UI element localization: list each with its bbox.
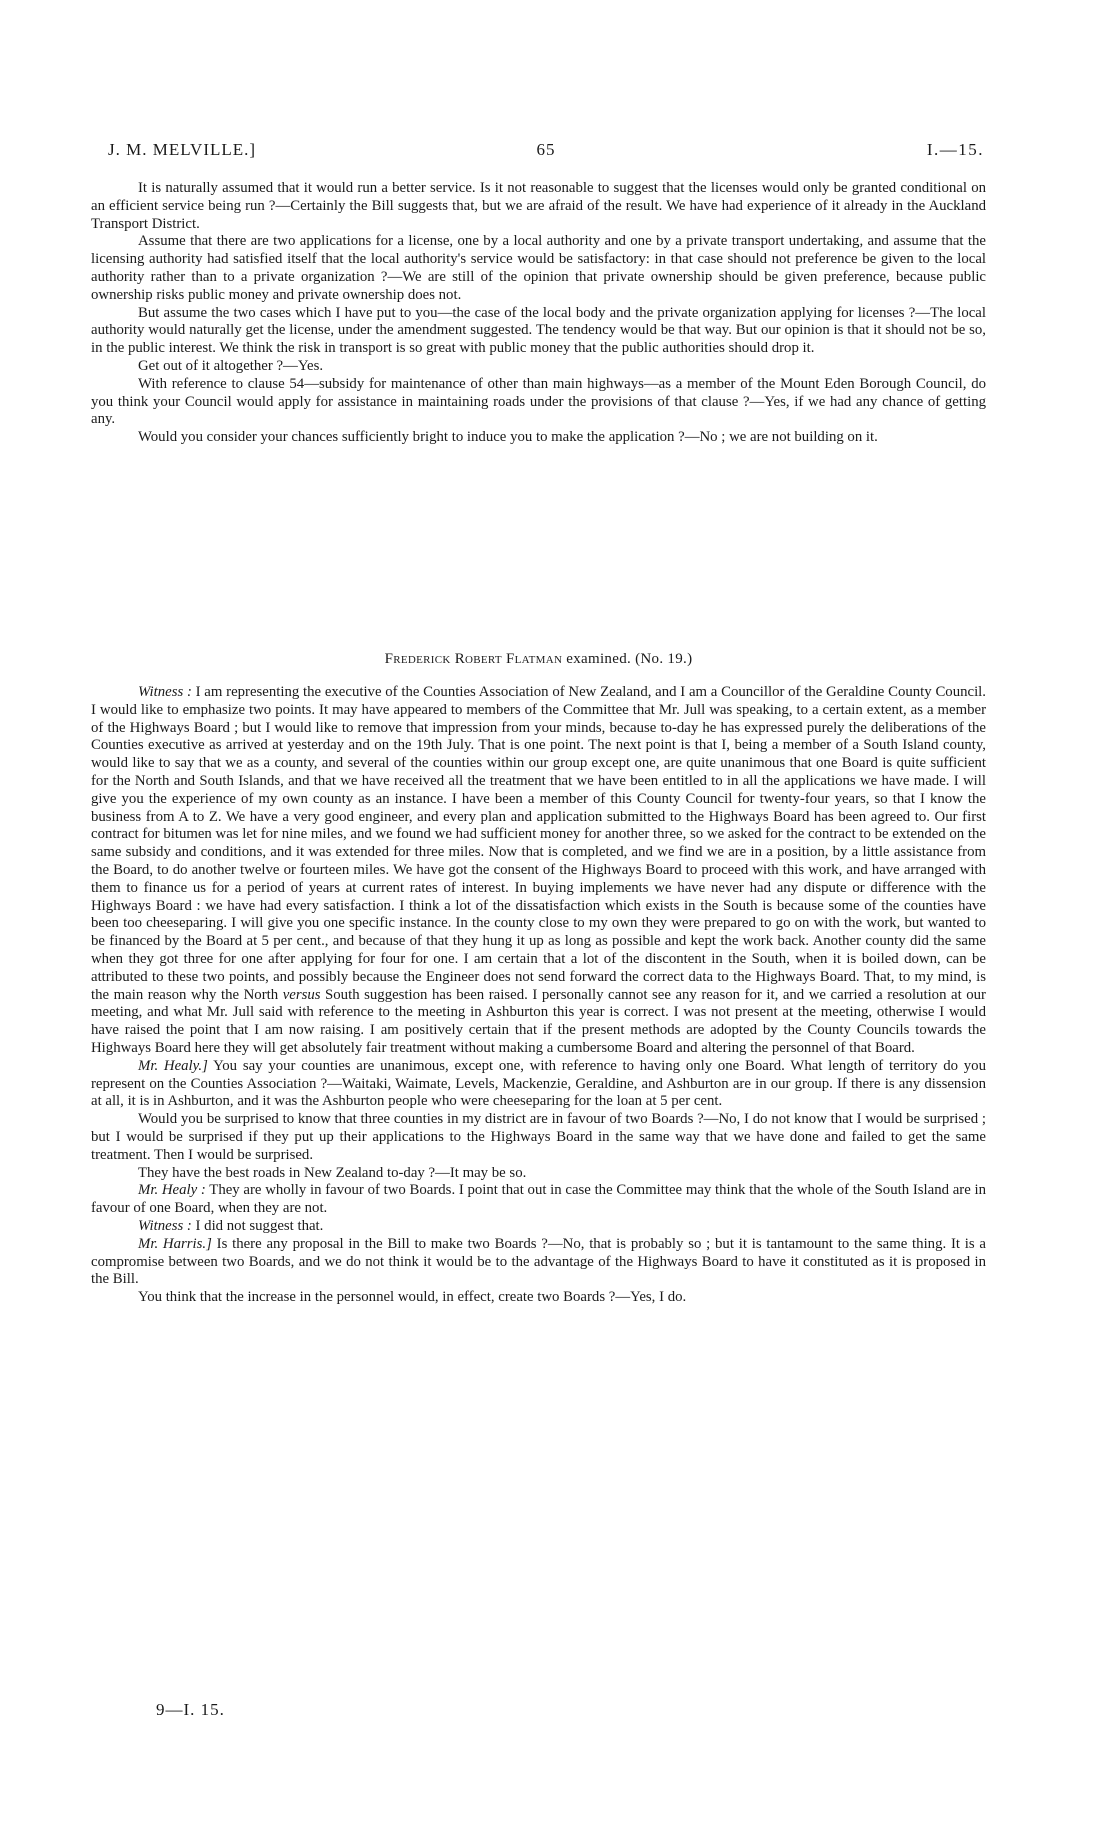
paragraph: But assume the two cases which I have put to you—the case of the local body and the private organization applying for licenses ?—The local authority would naturally get the license, under the amendment suggested. The tendency would be that way. But our opinion is that it should not be so, in the public interest. We think the risk in transport is so great with public money that the public authorities should drop it. (91, 304, 986, 357)
paragraph: It is naturally assumed that it would run a better service. Is it not reasonable to suggest that the licenses would only be granted conditional on an efficient service being run ?—Certainly the Bill suggests that, but we are afraid of the result. We have had experience of it already in the Auckland Transport District. (91, 180, 986, 232)
paragraph: Would you consider your chances sufficiently bright to induce you to make the application ?—No ; we are not building on it. (138, 429, 878, 446)
italic-term: versus (282, 986, 321, 1003)
paragraph: Would you be surprised to know that three counties in my district are in favour of two Boards ?—No, I do not know that I would be surprised ; but I would be surprised if they put up their applications to the Highways Board in the same way that we have done and failed to get the same treatment. Then I would be surprised. (91, 1111, 986, 1163)
paragraph: Get out of it altogether ?—Yes. (138, 357, 324, 374)
paragraph-text: I am representing the executive of the Counties Association of New Zealand, and I am a Councillor of the Geraldine County Council. I would like to emphasize two points. It may have appeared to members of the Committee that Mr. Jull was speaking, to a certain extent, as a member of the Highways Board ; but I would like to remove that impression from your minds, because to-day he has expressed purely the deliberations of the Counties executive as arrived at yesterday and on the 19th July. That is one point. The next point is that I, being a member of a South Island county, would like to say that we as a county, and several of the counties within our group except one, are quite unanimous that one Board is quite sufficient for the North and South Islands, and that we have received all the treatment that we have been entitled to in all the applications we have made. I will give you the experience of my own county as an instance. I have been a member of this County Council for twenty-four years, so that I know the business from A to Z. We have a very good engineer, and every plan and application submitted to the Highways Board has been agreed to. Our first contract for bitumen was let for nine miles, and we found we had sufficient money for another three, so we asked for the contract to be extended on the same subsidy and conditions, and it was extended for three miles. Now that is completed, and we find we are in a position, by a little assistance from the Board, to do another twelve or fourteen miles. We have got the consent of the Highways Board to proceed with this work, and have arranged with them to finance us for a period of years at current rates of interest. In buying implements we have never had any dispute or difference with the Highways Board : we have had every satisfaction. I think a lot of the dissatisfaction which exists in the South is because some of the counties have been too cheeseparing. I will give you one specific instance. In the county close to my own they were prepared to go on with the work, but wanted to be financed by the Board at 5 per cent., and because of that they hung it up as long as possible and kept the work back. Another county did the same when they got three for one after applying for four for one. I am certain that a lot of the discontent in the South, when it is boiled down, can be attributed to these two points, and possibly because the Engineer does not send forward the correct data to the Highways Board. That, to my mind, is the main reason why the North (91, 684, 986, 1003)
witness-heading-rest: examined. (No. 19.) (562, 651, 693, 667)
speaker-label: Witness : (138, 1217, 192, 1234)
paragraph: They have the best roads in New Zealand to-day ?—It may be so. (138, 1164, 527, 1181)
witness-heading (91, 651, 986, 668)
speaker-label: Mr. Harris.] (138, 1235, 212, 1252)
paragraph-text: I did not suggest that. (191, 1217, 324, 1234)
speaker-label: Witness : (138, 684, 192, 700)
speaker-label: Mr. Healy.] (138, 1057, 208, 1074)
printer-signature: 9—I. 15. (156, 1700, 225, 1719)
paragraph (91, 1218, 986, 1236)
paragraph-text: You say your counties are unanimous, except one, with reference to having only one Board. What length of territory do you represent on the Counties Association ?—Waitaki, Waimate, Levels, Mackenzie, Geraldine, and Ashburton are in our group. If there is any dissension at all, it is in Ashburton, and it was the Ashburton people who were cheeseparing for the loan at 5 per cent. (91, 1057, 986, 1110)
paragraph-text: Is there any proposal in the Bill to make two Boards ?—No, that is probably so ; but it is tantamount to the same thing. It is a compromise between two Boards, and we do not think it would be to the advantage of the Highways Board to have it constituted as it is proposed in the Bill. (91, 1235, 986, 1288)
paragraph: With reference to clause 54—subsidy for maintenance of other than main highways—as a member of the Mount Eden Borough Council, do you think your Council would apply for assistance in maintaining roads under the provisions of that clause ?—Yes, if we had any chance of getting any. (91, 375, 986, 428)
page-number: 65 (536, 140, 556, 159)
melville-testimony-section (91, 180, 986, 447)
paragraph (91, 1058, 986, 1111)
paragraph (91, 1236, 986, 1289)
page-header (108, 140, 984, 164)
header-witness-name: J. M. MELVILLE.] (108, 140, 257, 159)
paragraph: You think that the increase in the personnel would, in effect, create two Boards ?—Yes, I do. (138, 1289, 687, 1306)
paper-reference: I.—15. (926, 140, 984, 159)
witness-name: Frederick Robert Flatman (384, 651, 563, 667)
paragraph (91, 1182, 986, 1218)
paragraph: Assume that there are two applications for a license, one by a local authority and one by a private transport undertaking, and assume that the licensing authority had satisfied itself that the local authority's service would be satisfactory: in that case should not preference be given to the local authority rather than to a private organization ?—We are still of the opinion that private ownership should be given preference, because public ownership risks public money and private ownership does not. (91, 233, 986, 303)
flatman-testimony-section (91, 684, 986, 1307)
paragraph-text: They are wholly in favour of two Boards. I point that out in case the Committee may think that the whole of the South Island are in favour of one Board, when they are not. (91, 1182, 986, 1217)
speaker-label: Mr. Healy : (138, 1182, 206, 1199)
paragraph-text: South suggestion has been raised. I personally cannot see any reason for it, and we carried a resolution at our meeting, and what Mr. Jull said with reference to the meeting in Ashburton this year is correct. I was not present at the meeting, otherwise I would have raised the point that I am now raising. I am positively certain that if the present methods are adopted by the County Councils towards the Highways Board here they will get absolutely fair treatment without making a cumbersome Board and altering the personnel of that Board. (91, 986, 986, 1056)
paragraph (91, 684, 986, 1058)
